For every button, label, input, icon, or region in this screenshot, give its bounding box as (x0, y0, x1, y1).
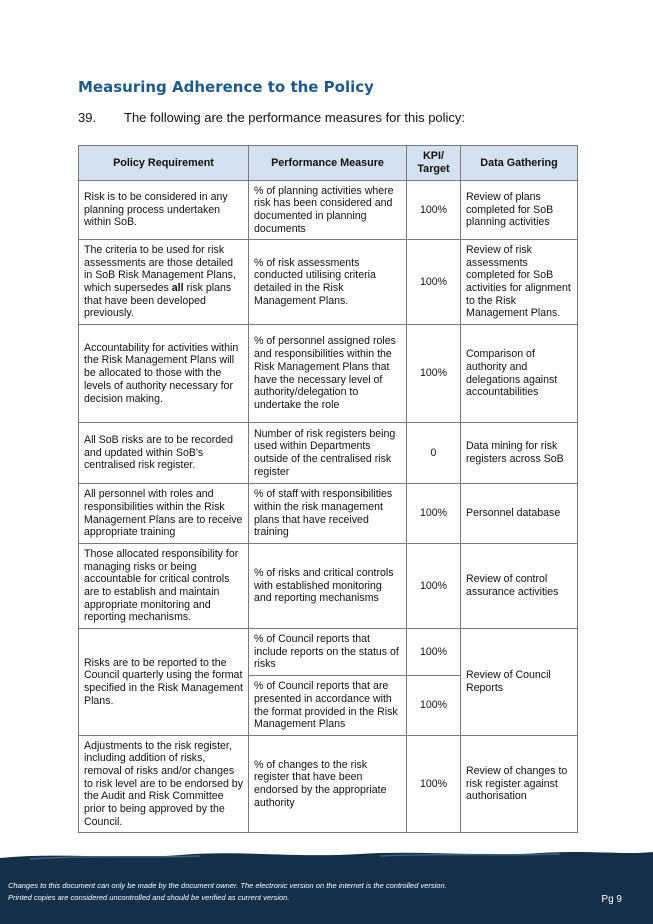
footer-wave-decoration (0, 846, 653, 866)
header-data-gathering: Data Gathering (461, 146, 578, 181)
target-cell: 100% (407, 181, 461, 240)
measure-cell: % of risks and critical controls with established monitoring and reporting mechanisms (249, 544, 407, 629)
measure-cell: % of changes to the risk register that have been endorsed by the appropriate authority (249, 736, 407, 833)
gathering-cell: Comparison of authority and delegations against accountabilities (461, 325, 578, 423)
gathering-cell: Review of changes to risk register against authorisation (461, 736, 578, 833)
requirement-text-part: risk plans that have been developed previously. (84, 282, 232, 320)
requirement-cell (79, 240, 249, 325)
measure-cell: % of planning activities where risk has been considered and documented in planning documents (249, 181, 407, 240)
header-kpi-target-text: KPI/ Target (417, 149, 450, 175)
intro-paragraph (78, 110, 465, 125)
table-row (79, 325, 578, 423)
target-cell: 100% (407, 544, 461, 629)
gathering-cell: Review of plans completed for SoB planning activities (461, 181, 578, 240)
table-row (79, 629, 578, 676)
measure-cell: % of Council reports that are presented in accordance with the format provided in the Risk Management Plans (249, 676, 407, 736)
footer-line-2: Printed copies are considered uncontrolled and should be verified as current version. (8, 892, 290, 902)
table-row (79, 423, 578, 484)
gathering-cell: Data mining for risk registers across SoB (461, 423, 578, 484)
requirement-cell: All SoB risks are to be recorded and updated within SoB's centralised risk register. (79, 423, 249, 484)
measure-cell: % of risk assessments conducted utilising criteria detailed in the Risk Management Plans. (249, 240, 407, 325)
measure-cell: % of Council reports that include reports on the status of risks (249, 629, 407, 676)
requirement-cell: Risks are to be reported to the Council quarterly using the format specified in the Risk Management Plans. (79, 629, 249, 736)
table-row (79, 544, 578, 629)
header-kpi-target (407, 146, 461, 181)
gathering-cell: Review of Council Reports (461, 629, 578, 736)
table-row (79, 484, 578, 544)
footer-disclaimer (8, 880, 447, 903)
target-cell: 0 (407, 423, 461, 484)
target-cell: 100% (407, 736, 461, 833)
page-footer (0, 858, 653, 924)
section-heading: Measuring Adherence to the Policy (78, 78, 374, 96)
requirement-cell: Accountability for activities within the Risk Management Plans will be allocated to those with the levels of authority necessary for decision making. (79, 325, 249, 423)
target-cell: 100% (407, 629, 461, 676)
target-cell: 100% (407, 325, 461, 423)
measure-cell: % of personnel assigned roles and responsibilities within the Risk Management Plans that have the necessary level of authority/delegation to undertake the role (249, 325, 407, 423)
header-performance-measure: Performance Measure (249, 146, 407, 181)
paragraph-number: 39. (78, 110, 97, 125)
requirement-bold-text: all (171, 282, 184, 294)
footer-line-1: Changes to this document can only be made by the document owner. The electronic version on the internet is the controlled version. (8, 881, 447, 890)
table-header-row (79, 146, 578, 181)
requirement-text-part: The criteria to be used for risk assessments are those detailed in SoB Risk Management Plans, which supersedes (84, 243, 236, 294)
paragraph-text: The following are the performance measures for this policy: (124, 110, 466, 125)
gathering-cell: Review of risk assessments completed for SoB activities for alignment to the Risk Management Plans. (461, 240, 578, 325)
target-cell: 100% (407, 240, 461, 325)
target-cell: 100% (407, 484, 461, 544)
requirement-cell: Adjustments to the risk register, including addition of risks, removal of risks and/or changes to risk level are to be endorsed by the Audit and Risk Committee prior to being approved by the Council. (79, 736, 249, 833)
measure-cell: Number of risk registers being used within Departments outside of the centralised risk register (249, 423, 407, 484)
gathering-cell: Review of control assurance activities (461, 544, 578, 629)
target-cell: 100% (407, 676, 461, 736)
requirement-cell: Those allocated responsibility for managing risks or being accountable for critical controls are to establish and maintain appropriate monitoring and reporting mechanisms. (79, 544, 249, 629)
table-row (79, 240, 578, 325)
page-number: Pg 9 (601, 894, 622, 905)
gathering-cell: Personnel database (461, 484, 578, 544)
performance-measures-table (78, 145, 578, 833)
header-policy-requirement: Policy Requirement (79, 146, 249, 181)
requirement-cell: Risk is to be considered in any planning process undertaken within SoB. (79, 181, 249, 240)
table-row (79, 736, 578, 833)
requirement-cell: All personnel with roles and responsibilities within the Risk Management Plans are to receive appropriate training (79, 484, 249, 544)
table-row (79, 181, 578, 240)
measure-cell: % of staff with responsibilities within the risk management plans that have received training (249, 484, 407, 544)
